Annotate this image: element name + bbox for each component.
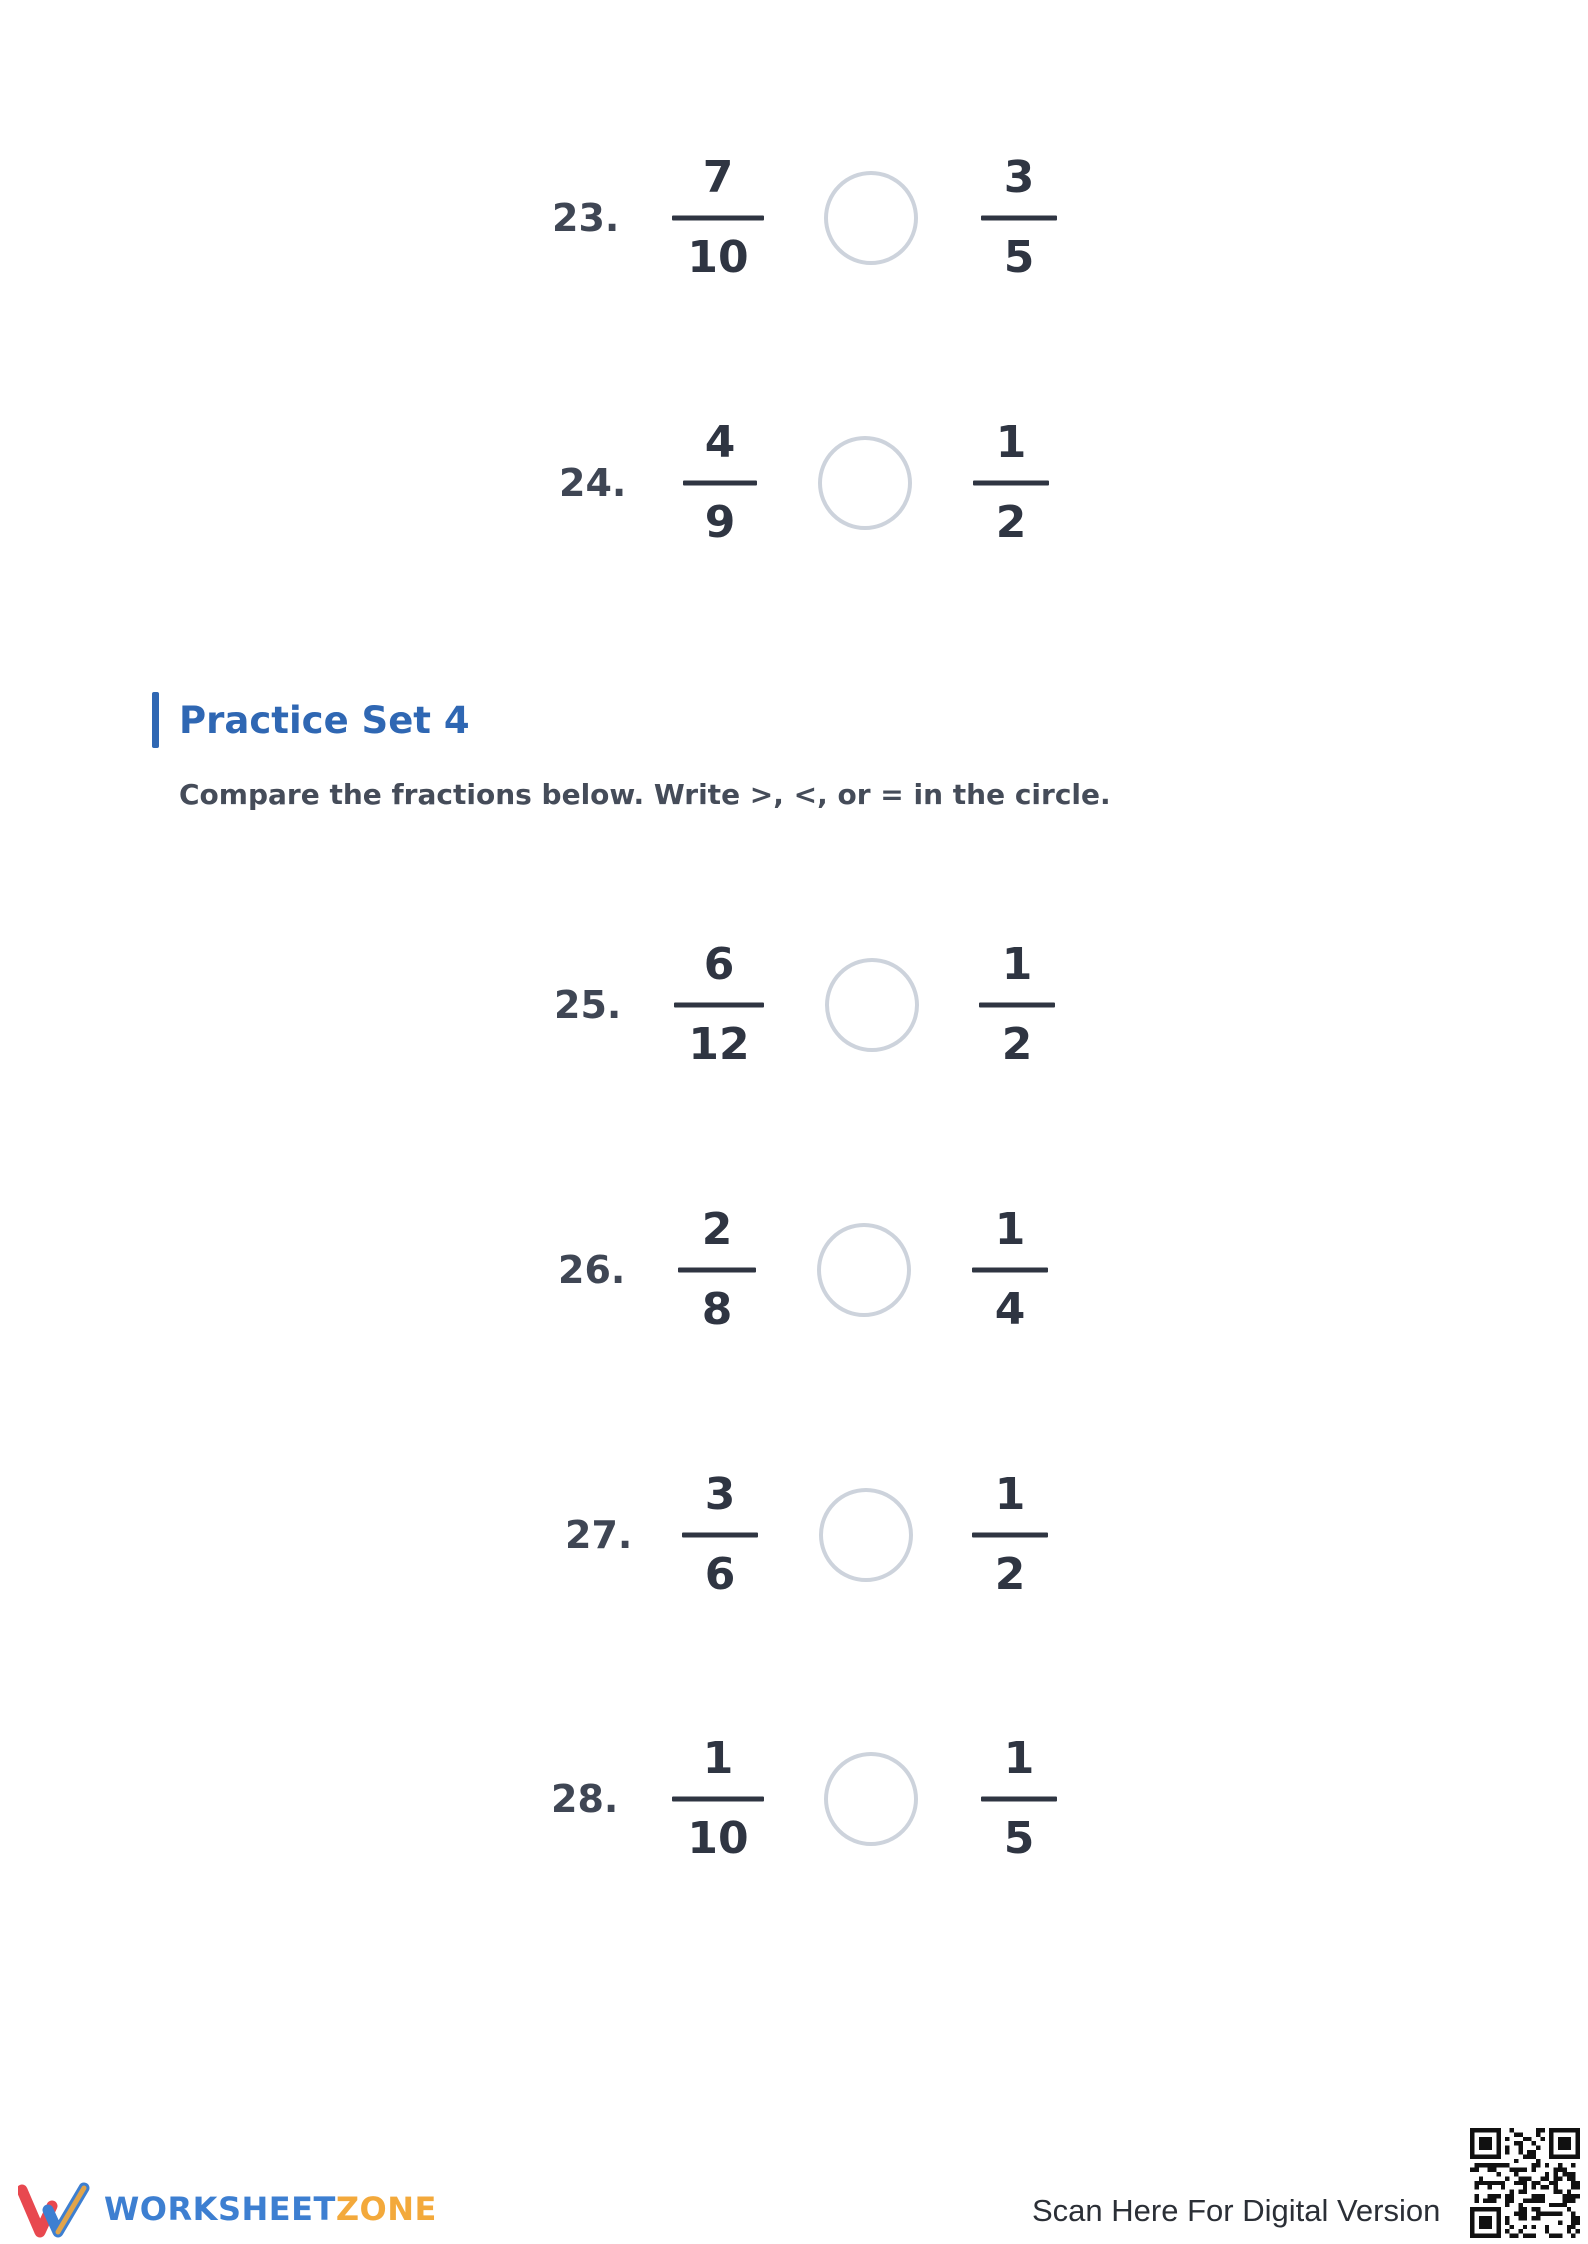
answer-circle[interactable] [819, 1488, 913, 1582]
fraction-bar [981, 1797, 1057, 1802]
answer-circle[interactable] [817, 1223, 911, 1317]
practice-set-header [152, 692, 470, 748]
denominator: 10 [687, 232, 749, 283]
fraction-bar [972, 1268, 1048, 1273]
numerator: 3 [704, 1469, 736, 1520]
numerator: 1 [995, 417, 1027, 468]
fraction-bar [683, 481, 757, 486]
scan-text: Scan Here For Digital Version [1032, 2193, 1441, 2228]
numerator: 4 [704, 417, 736, 468]
numerator: 7 [702, 152, 734, 203]
numerator: 2 [701, 1204, 733, 1255]
fraction-bar [972, 1533, 1048, 1538]
problem-number: 26. [558, 1248, 626, 1292]
numerator: 6 [703, 939, 735, 990]
denominator: 10 [687, 1813, 749, 1864]
fraction-bar [682, 1533, 758, 1538]
fraction-bar [672, 216, 764, 221]
fraction-bar [672, 1797, 764, 1802]
fraction-bar [674, 1003, 764, 1008]
denominator: 12 [688, 1019, 750, 1070]
instructions: Compare the fractions below. Write >, <, or = in the circle. [179, 778, 1111, 811]
brand-name: WORKSHEETZONE [104, 2190, 437, 2228]
answer-circle[interactable] [824, 171, 918, 265]
fraction-bar [973, 481, 1049, 486]
denominator: 9 [704, 497, 736, 548]
answer-circle[interactable] [818, 436, 912, 530]
fraction-bar [981, 216, 1057, 221]
denominator: 6 [704, 1549, 736, 1600]
numerator: 1 [1001, 939, 1033, 990]
denominator: 5 [1003, 232, 1035, 283]
answer-circle[interactable] [824, 1752, 918, 1846]
qr-code-icon[interactable] [1470, 2128, 1580, 2238]
worksheetzone-logo-icon [18, 2180, 92, 2238]
problem-number: 28. [551, 1777, 619, 1821]
numerator: 1 [994, 1204, 1026, 1255]
numerator: 1 [702, 1733, 734, 1784]
worksheetzone-logo[interactable] [18, 2180, 437, 2238]
numerator: 3 [1003, 152, 1035, 203]
answer-circle[interactable] [825, 958, 919, 1052]
numerator: 1 [1003, 1733, 1035, 1784]
problem-number: 24. [559, 461, 627, 505]
practice-set-title: Practice Set 4 [179, 698, 470, 742]
fraction-bar [678, 1268, 756, 1273]
denominator: 2 [994, 1549, 1026, 1600]
denominator: 2 [995, 497, 1027, 548]
problem-number: 23. [552, 196, 620, 240]
problem-number: 25. [554, 983, 622, 1027]
fraction-bar [979, 1003, 1055, 1008]
denominator: 8 [701, 1284, 733, 1335]
numerator: 1 [994, 1469, 1026, 1520]
denominator: 5 [1003, 1813, 1035, 1864]
accent-bar [152, 692, 159, 748]
problem-number: 27. [565, 1513, 633, 1557]
denominator: 2 [1001, 1019, 1033, 1070]
denominator: 4 [994, 1284, 1026, 1335]
